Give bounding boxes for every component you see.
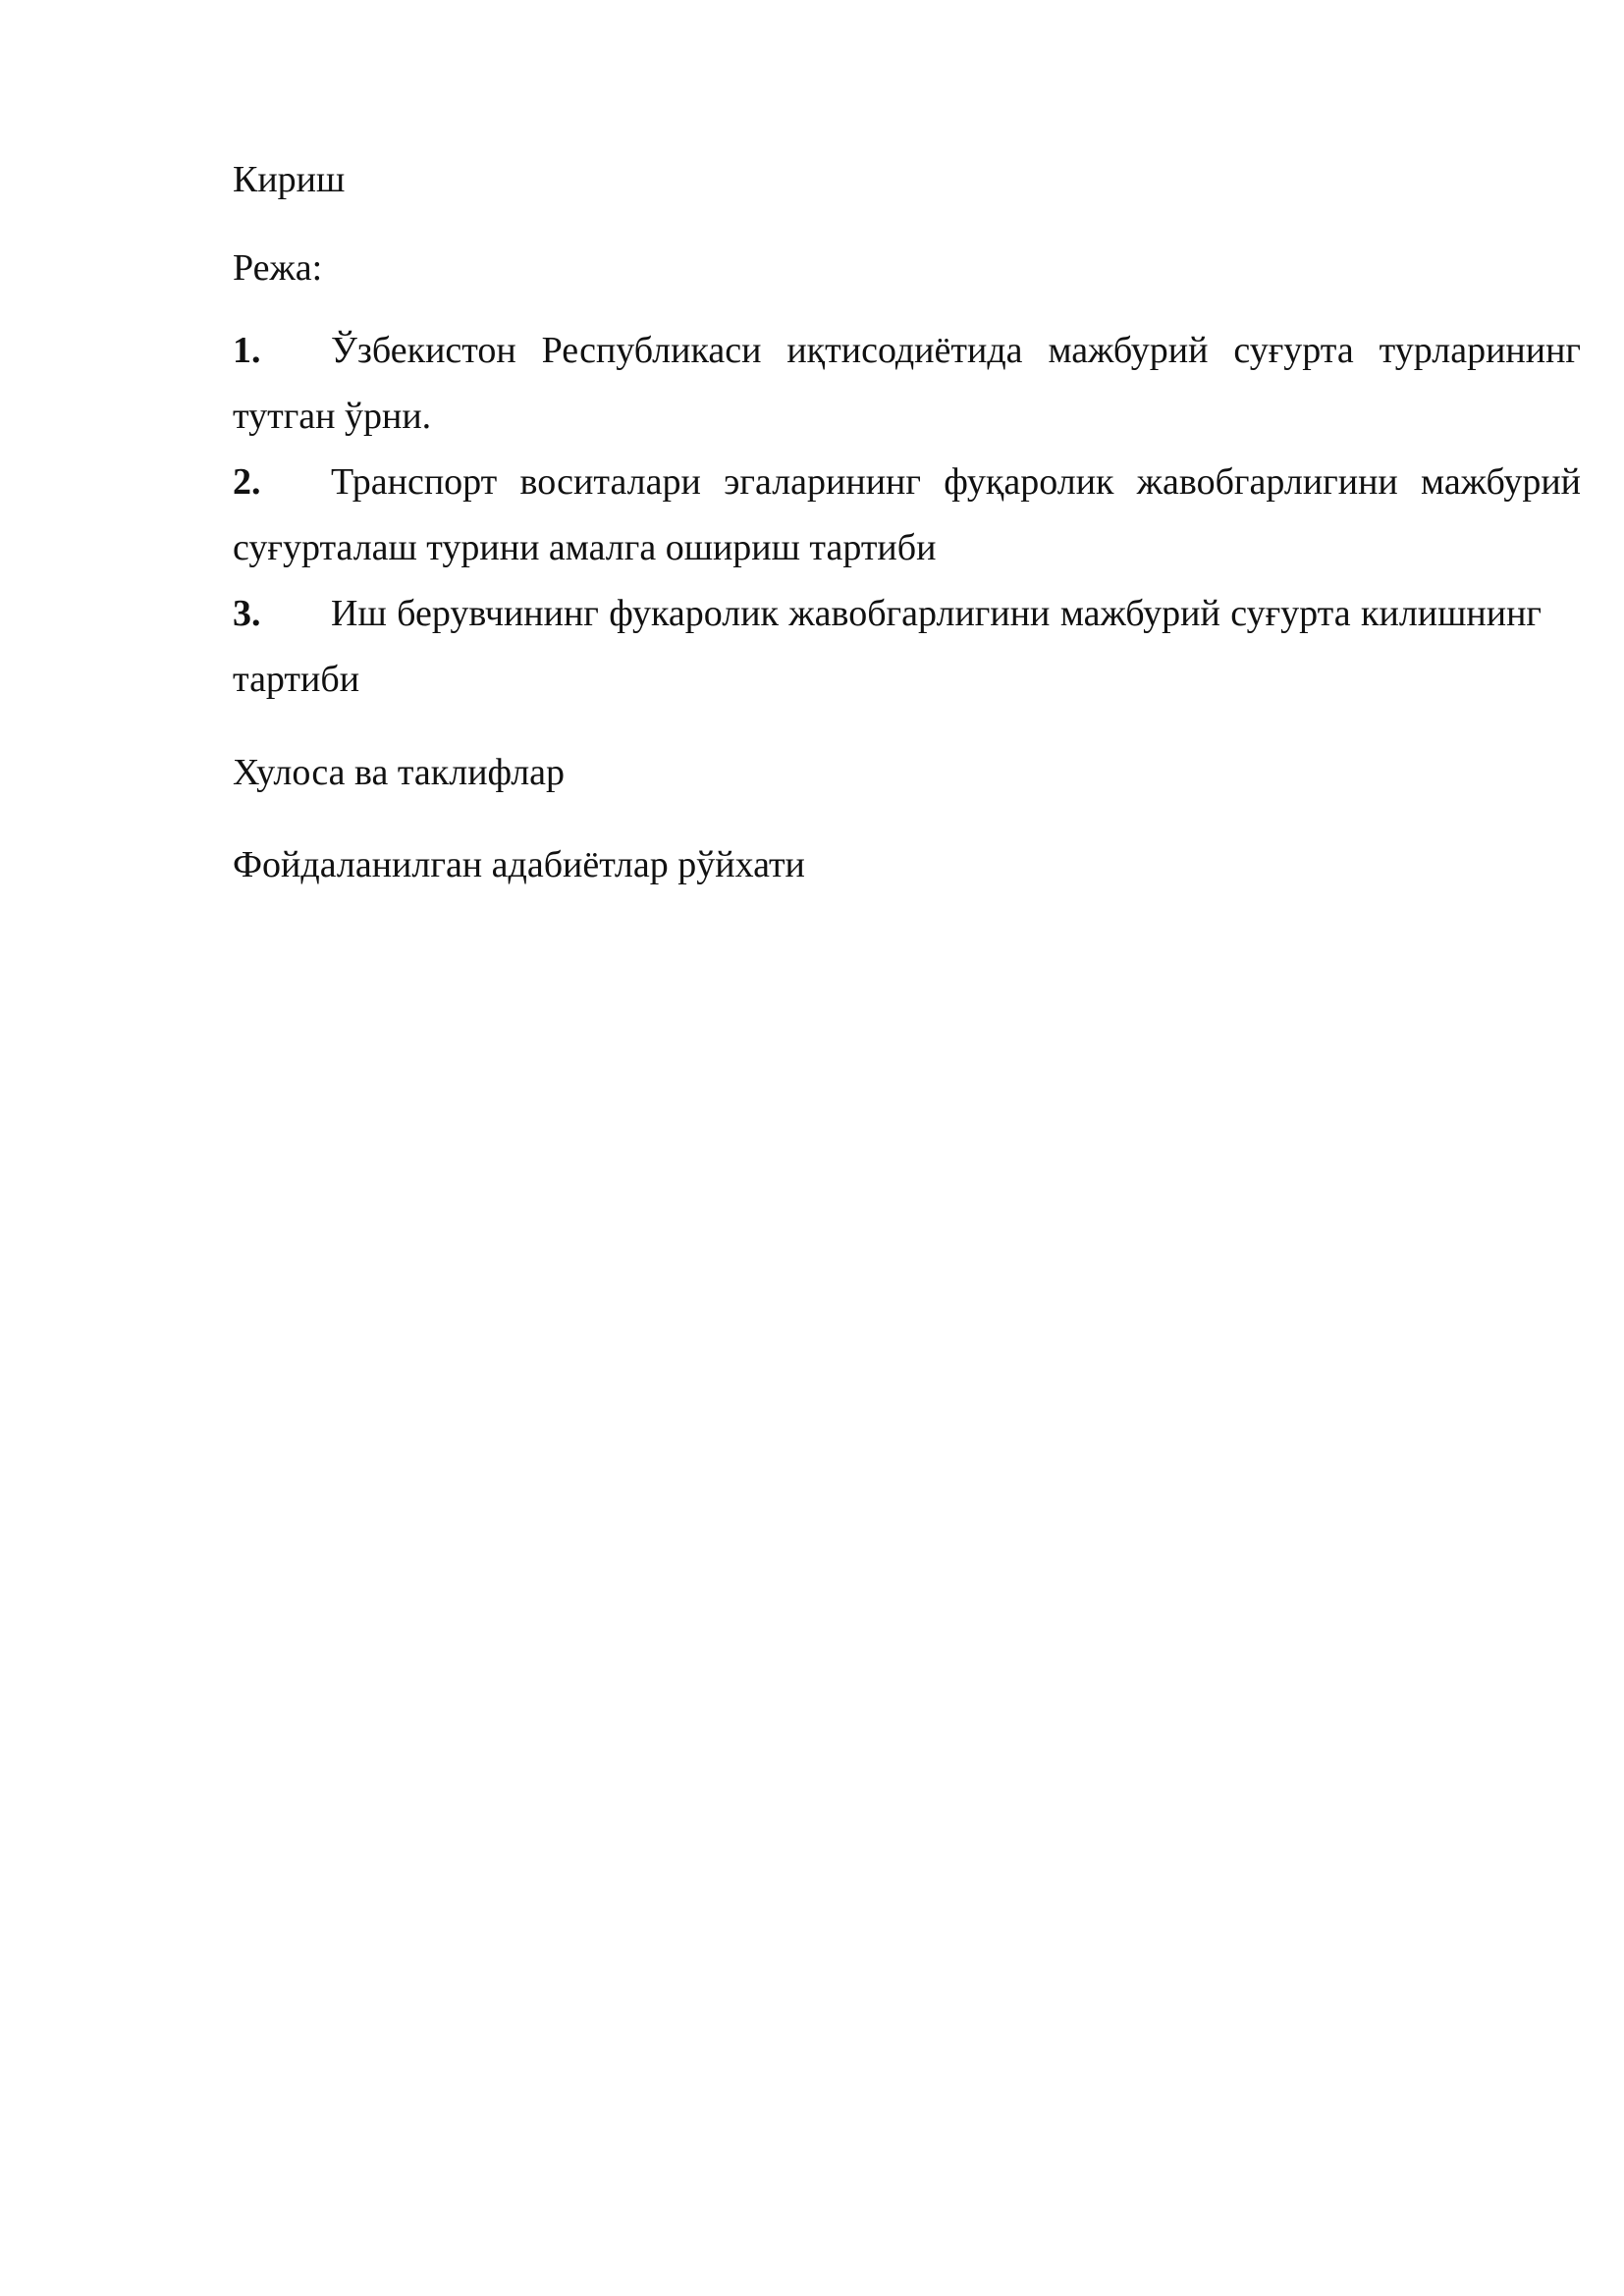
plan-item-1-text: Ўзбекистон Республикаси иқтисодиётида мажбурий суғурта турларининг тутган ўрни. [233, 330, 1581, 437]
document-content [233, 147, 1581, 897]
plan-item-3-number: 3. [233, 593, 261, 634]
plan-label: Режа: [233, 247, 323, 289]
plan-item-2-number: 2. [233, 461, 261, 503]
intro-heading: Кириш [233, 159, 346, 200]
plan-item-3-text: Иш берувчининг фукаролик жавобгарлигини мажбурий суғурта килишнинг тартиби [233, 593, 1542, 700]
plan-item-3 [233, 581, 1542, 713]
plan-item-2-text: Транспорт воситалари эгаларининг фуқаролик жавобгарлигини мажбурий суғурталаш турини амалга ошириш тартиби [233, 461, 1581, 568]
conclusion-heading: Хулоса ва таклифлар [233, 752, 566, 793]
plan-item-2 [233, 450, 1581, 581]
plan-item-1-number: 1. [233, 330, 261, 371]
plan-item-1 [233, 318, 1581, 450]
references-heading: Фойдаланилган адабиётлар рўйхати [233, 844, 805, 885]
